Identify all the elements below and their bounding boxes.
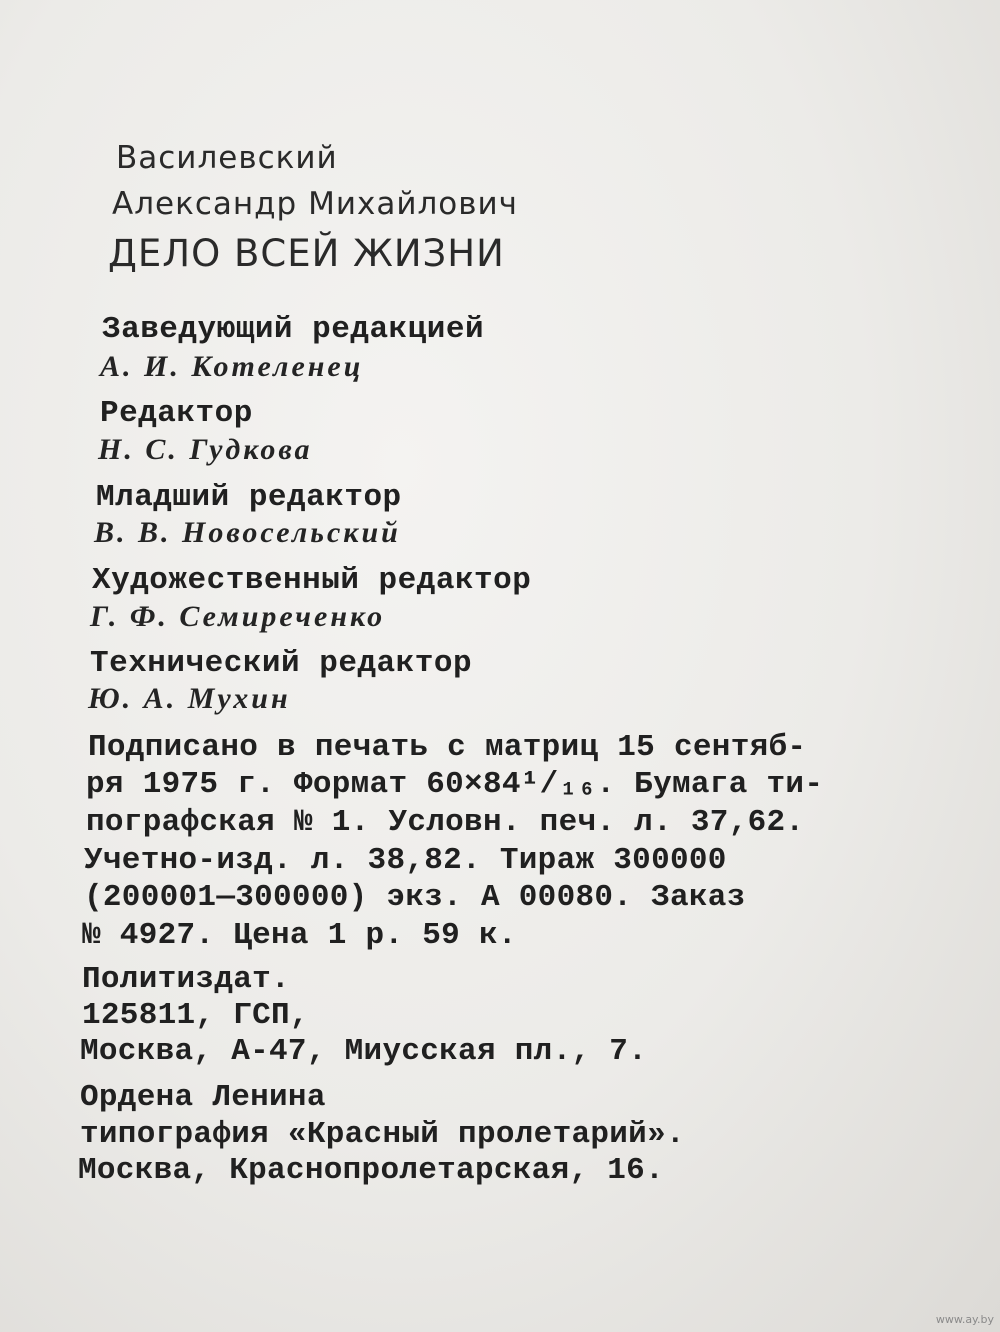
credit-role: Технический редактор — [90, 646, 473, 681]
author-last-name: Василевский — [116, 140, 338, 176]
credit-name: Н. С. Гудкова — [98, 433, 313, 466]
publisher-line: 125811, ГСП, — [82, 998, 309, 1033]
publisher-line: Москва, А-47, Миусская пл., 7. — [80, 1034, 648, 1069]
author-first-names: Александр Михайлович — [112, 186, 518, 222]
credit-name: В. В. Новосельский — [94, 516, 401, 549]
credit-name: Ю. А. Мухин — [88, 682, 291, 715]
printer-line: типография «Красный пролетарий». — [80, 1117, 685, 1152]
printer-line: Ордена Ленина — [80, 1080, 326, 1115]
credit-name: Г. Ф. Семиреченко — [90, 600, 386, 633]
printer-line: Москва, Краснопролетарская, 16. — [78, 1153, 664, 1188]
credit-role: Заведующий редакцией — [102, 312, 485, 347]
print-info-line: № 4927. Цена 1 р. 59 к. — [82, 918, 517, 953]
credit-role: Художественный редактор — [92, 563, 532, 598]
print-info-line: Учетно-изд. л. 38,82. Тираж 300000 — [84, 843, 727, 878]
publisher-line: Политиздат. — [82, 962, 290, 997]
watermark: www.ay.by — [935, 1313, 994, 1326]
credit-role: Младший редактор — [96, 480, 402, 515]
credit-name: А. И. Котеленец — [100, 350, 364, 383]
print-info-line: (200001—300000) экз. А 00080. Заказ — [84, 880, 746, 915]
print-info-line: Подписано в печать с матриц 15 сентяб- — [88, 730, 807, 765]
print-info-line: ря 1975 г. Формат 60×84¹/₁₆. Бумага ти- — [86, 767, 824, 802]
print-info-line: пографская № 1. Условн. печ. л. 37,62. — [86, 805, 805, 840]
book-title: ДЕЛО ВСЕЙ ЖИЗНИ — [108, 232, 505, 275]
credit-role: Редактор — [100, 396, 253, 431]
